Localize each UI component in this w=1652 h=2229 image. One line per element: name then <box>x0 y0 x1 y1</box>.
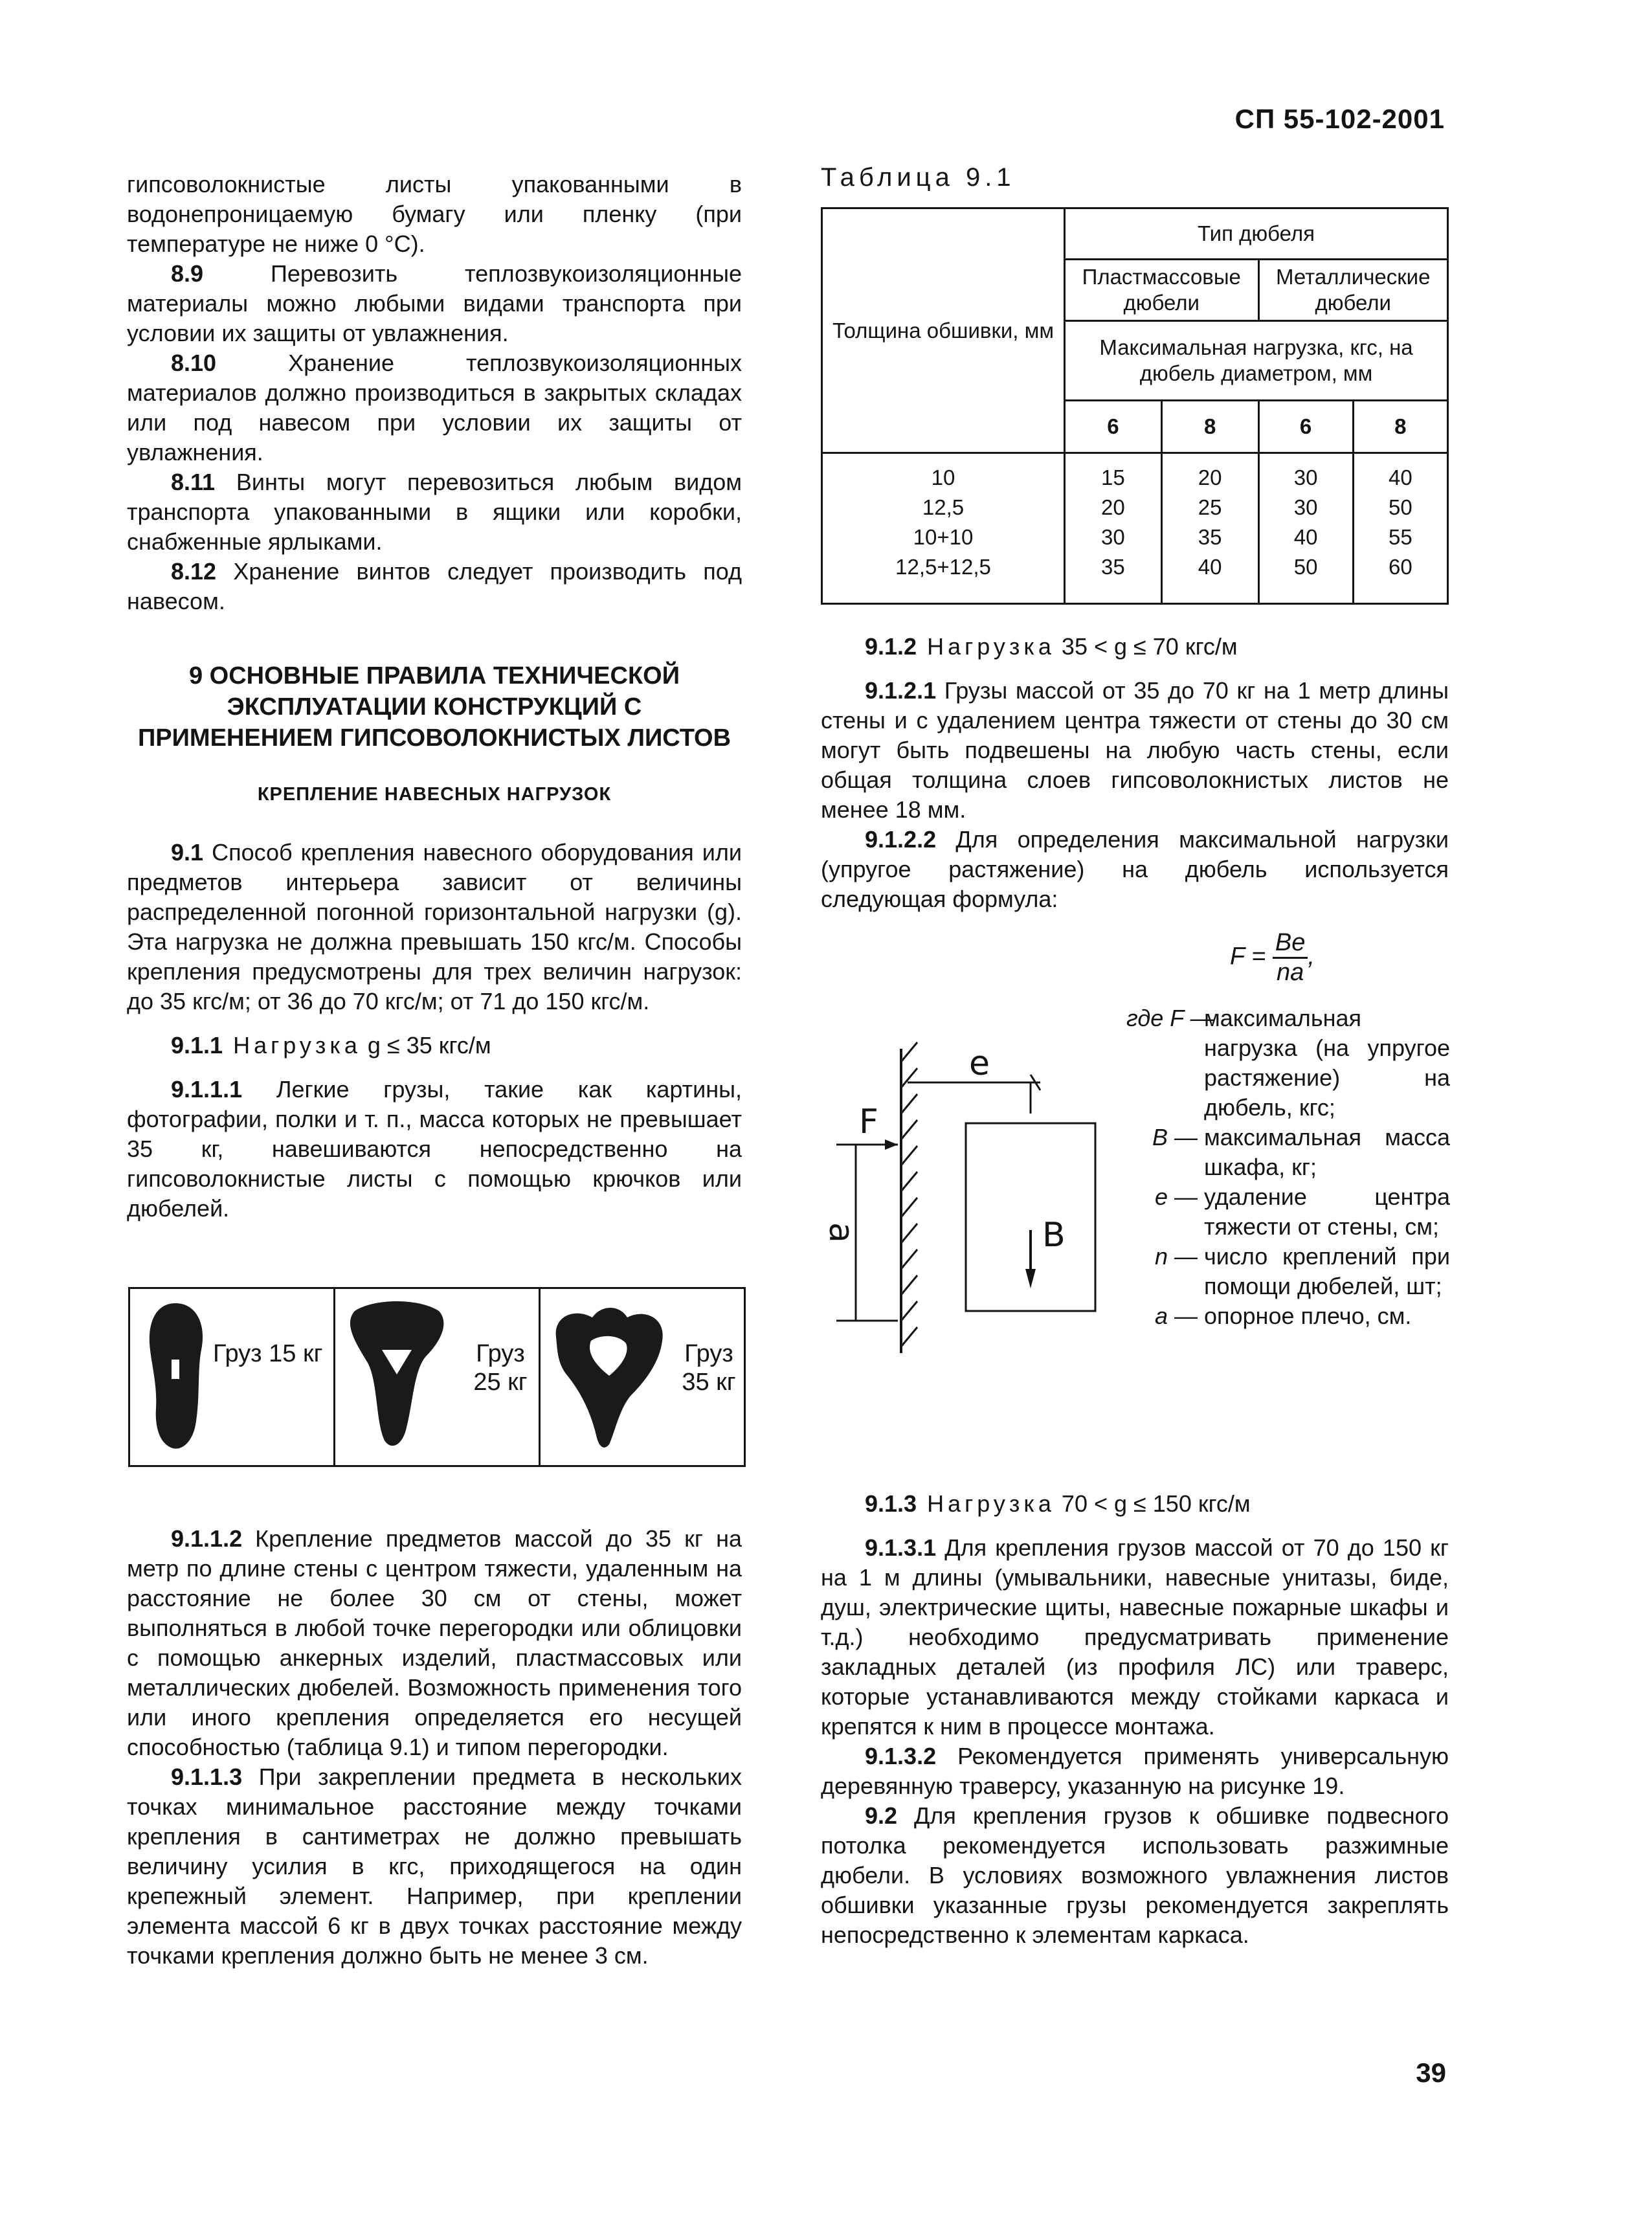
clause-text: Способ крепления навесного оборудования или предметов интерьера зависит от величины распределенной погонной горизонтальной нагрузки (g). Эта нагрузка не должна превышать 150 кгс/м. Способы крепления предусмотрены для трех величин нагрузок: до 35 кгс/м; от 36 до 70 кгс/м; от 71 до 150 кгс/м. <box>127 839 742 1014</box>
paragraph-9-1-1-1 <box>127 1075 742 1224</box>
legend-text: максимальная масса шкафа, кг; <box>1204 1124 1450 1180</box>
header-metal: Металлические дюбели <box>1258 260 1448 321</box>
clause-number: 9.1.2 <box>865 633 917 660</box>
load-values-plastic-8: 20 25 35 40 <box>1161 453 1258 604</box>
load-values-plastic-6: 15 20 30 35 <box>1065 453 1162 604</box>
diameter-cell: 6 <box>1258 401 1353 453</box>
legend-symbol: B — <box>1152 1124 1198 1150</box>
clause-number: 9.1.1.2 <box>171 1525 243 1552</box>
clause-text: Для крепления грузов к обшивке подвесного потолка рекомендуется использовать разжимные дюбели. В условиях возможного увлажнения листов обшивки указанные грузы рекомендуется закреплять непосредственно к элементам каркаса. <box>821 1802 1449 1948</box>
legend-text: опорное плечо, см. <box>1204 1303 1412 1329</box>
paragraph-9-1-1-2 <box>127 1524 742 1762</box>
left-column-upper <box>127 170 742 1224</box>
thickness-values: 10 12,5 10+10 12,5+12,5 <box>822 453 1065 604</box>
paragraph-9-2 <box>821 1801 1449 1950</box>
clause-number: 9.1.3 <box>865 1490 917 1517</box>
paragraph-8-8-tail: гипсоволокнистые листы упакованными в водонепроницаемую бумагу или пленку (при температуре не ниже 0 °С). <box>127 171 742 257</box>
heading-word: Нагрузка <box>917 1490 1055 1517</box>
header-dowel-type: Тип дюбеля <box>1065 208 1448 260</box>
formula-lhs: F = <box>1230 943 1266 970</box>
clause-text: При закреплении предмета в нескольких точках минимальное расстояние между точками крепления в сантиметрах не должно превышать величину усилия в кгс, приходящегося на один крепежный элемент. Например, при креплении элемента массой 6 кг в двух точках расстояние между точками крепления должно быть не менее 3 см. <box>127 1764 742 1969</box>
clause-text: Перевозить теплозвукоизоляционные материалы можно любыми видами транспорта при условии их защиты от увлажнения. <box>127 260 742 346</box>
cargo-cell-35 <box>541 1289 744 1465</box>
hook-25kg-icon <box>342 1298 452 1453</box>
clause-text: Грузы массой от 35 до 70 кг на 1 метр длины стены и с удалением центра тяжести от стены до 30 см могут быть подвешены на любую часть стены, если общая толщина слоев гипсоволокнистых листов не менее 18 мм. <box>821 677 1449 823</box>
diagram-label-B: B <box>1042 1216 1066 1255</box>
paragraph-8-10 <box>127 348 742 467</box>
paragraph-8-12 <box>127 557 742 616</box>
paragraph-9-1-3-2 <box>821 1742 1449 1801</box>
paragraph-9-1-1-3 <box>127 1762 742 1971</box>
hook-15kg-icon <box>137 1298 214 1453</box>
page-number: 39 <box>1416 2057 1446 2088</box>
clause-number: 9.1.3.1 <box>865 1534 937 1561</box>
left-column-lower <box>127 1524 742 1971</box>
diameter-cell: 6 <box>1065 401 1162 453</box>
heading-9-1-3 <box>821 1489 1449 1519</box>
legend-row <box>1126 1242 1450 1301</box>
spacer <box>821 662 1449 676</box>
cargo-label: Груз 35 кг <box>682 1340 736 1396</box>
paragraph-9-1-2-1 <box>821 676 1449 825</box>
load-condition: g ≤ 35 кгс/м <box>361 1032 491 1058</box>
clause-number: 9.1.3.2 <box>865 1743 937 1769</box>
legend-row <box>1126 1301 1450 1331</box>
right-column-upper <box>821 632 1449 914</box>
clause-number: 8.11 <box>171 469 216 495</box>
clause-text: Легкие грузы, такие как картины, фотографии, полки и т. п., масса которых не превышает 35 кг, навешиваются непосредственно на гипсоволокнистые листы с помощью крючков или дюбелей. <box>127 1076 742 1222</box>
clause-number: 9.1.1.3 <box>171 1764 243 1790</box>
cargo-cell-15 <box>130 1289 335 1465</box>
paragraph-9-1-2-2 <box>821 825 1449 914</box>
clause-number: 8.12 <box>171 558 217 585</box>
clause-text: Винты могут перевозиться любым видом транспорта упакованными в ящики или коробки, снабженные ярлыками. <box>127 469 742 555</box>
header-plastic: Пластмассовые дюбели <box>1065 260 1259 321</box>
cargo-cell-25 <box>335 1289 541 1465</box>
wall-cabinet-diagram <box>817 1036 1115 1360</box>
legend-text: максимальная нагрузка (на упругое растяжение) на дюбель, кгс; <box>1204 1005 1450 1121</box>
load-values-metal-8: 40 50 55 60 <box>1353 453 1447 604</box>
load-condition: 35 < g ≤ 70 кгс/м <box>1055 633 1238 660</box>
legend-symbol: где F — <box>1126 1005 1214 1031</box>
diagram-label-e: e <box>969 1044 990 1083</box>
formula-numerator: Be <box>1273 929 1308 959</box>
formula <box>1230 929 1315 987</box>
heading-word: Нагрузка <box>223 1032 361 1058</box>
legend-row <box>1126 1003 1450 1123</box>
clause-text: Для крепления грузов массой от 70 до 150 кг на 1 м длины (умывальники, навесные унитазы, биде, душ, электрические щиты, навесные пожарные шкафы и т.д.) необходимо предусматривать применение закладных деталей (из профиля ЛС) или траверс, которые устанавливаются между стойками каркаса и крепятся к ним в процессе монтажа. <box>821 1534 1449 1740</box>
cargo-label: Груз 25 кг <box>473 1340 528 1396</box>
section-title: 9 ОСНОВНЫЕ ПРАВИЛА ТЕХНИЧЕСКОЙ ЭКСПЛУАТАЦИИ КОНСТРУКЦИЙ С ПРИМЕНЕНИЕМ ГИПСОВОЛОКНИСТЫХ ЛИСТОВ <box>137 662 731 752</box>
legend-text: число креплений при помощи дюбелей, шт; <box>1204 1243 1450 1299</box>
heading-9-1-2 <box>821 632 1449 662</box>
clause-text: Рекомендуется применять универсальную деревянную траверсу, указанную на рисунке 19. <box>821 1743 1449 1799</box>
heading-9-1-1 <box>127 1031 742 1060</box>
heading-word: Нагрузка <box>917 633 1055 660</box>
header-max-load: Максимальная нагрузка, кгс, на дюбель диаметром, мм <box>1065 321 1448 401</box>
paragraph-9-1-3-1 <box>821 1533 1449 1742</box>
diagram-label-F: F <box>859 1103 878 1141</box>
table-9-1 <box>821 207 1449 605</box>
clause-number: 9.1.1.1 <box>171 1076 243 1103</box>
cargo-label: Груз 15 кг <box>213 1340 323 1367</box>
clause-text: Хранение винтов следует производить под навесом. <box>127 558 742 614</box>
clause-number: 8.10 <box>171 350 217 376</box>
clause-number: 9.1.1 <box>171 1032 223 1058</box>
paragraph-9-1 <box>127 838 742 1016</box>
legend-row <box>1126 1123 1450 1182</box>
clause-number: 9.1.2.2 <box>865 826 937 853</box>
diameter-cell: 8 <box>1161 401 1258 453</box>
legend-text: удаление центра тяжести от стены, см; <box>1204 1183 1450 1240</box>
formula-fraction <box>1273 929 1308 987</box>
formula-legend <box>1126 1003 1450 1331</box>
clause-text: Хранение теплозвукоизоляционных материалов должно производиться в закрытых складах или под навесом при условии их защиты от увлажнения. <box>127 350 742 465</box>
table-caption: Таблица 9.1 <box>821 163 1016 192</box>
spacer <box>821 1519 1449 1533</box>
clause-number: 9.2 <box>865 1802 898 1829</box>
load-condition: 70 < g ≤ 150 кгс/м <box>1055 1490 1251 1517</box>
clause-number: 8.9 <box>171 260 204 287</box>
spacer <box>127 1060 742 1075</box>
legend-row <box>1126 1182 1450 1242</box>
paragraph-8-11 <box>127 467 742 557</box>
formula-denominator: na <box>1276 959 1304 986</box>
clause-text: Для определения максимальной нагрузки (упругое растяжение) на дюбель используется следующая формула: <box>821 826 1449 912</box>
diameter-cell: 8 <box>1353 401 1447 453</box>
diagram-label-a: a <box>821 1222 860 1243</box>
legend-symbol: n — <box>1154 1243 1198 1270</box>
formula-tail: , <box>1308 943 1315 970</box>
legend-symbol: a — <box>1154 1303 1198 1329</box>
load-values-metal-6: 30 30 40 50 <box>1258 453 1353 604</box>
clause-text: Крепление предметов массой до 35 кг на метр по длине стены с центром тяжести, удаленным на расстояние не более 30 см от стены, может выполняться в любой точке перегородки или облицовки с помощью анкерных изделий, пластмассовых или металлических дюбелей. Возможность применения того или иного крепления определяется его несущей способностью (таблица 9.1) и типом перегородки. <box>127 1525 742 1760</box>
paragraph-8-9 <box>127 259 742 348</box>
document-code: СП 55-102-2001 <box>1234 104 1445 134</box>
subsection-title: КРЕПЛЕНИЕ НАВЕСНЫХ НАГРУЗОК <box>257 784 612 805</box>
right-column-lower <box>821 1489 1449 1950</box>
cargo-hooks-figure <box>128 1287 746 1467</box>
clause-number: 9.1.2.1 <box>865 677 937 704</box>
clause-number: 9.1 <box>171 839 204 866</box>
spacer <box>127 1016 742 1031</box>
legend-symbol: e — <box>1154 1183 1198 1210</box>
hook-35kg-icon <box>547 1298 670 1453</box>
header-thickness: Толщина обшивки, мм <box>822 208 1065 453</box>
